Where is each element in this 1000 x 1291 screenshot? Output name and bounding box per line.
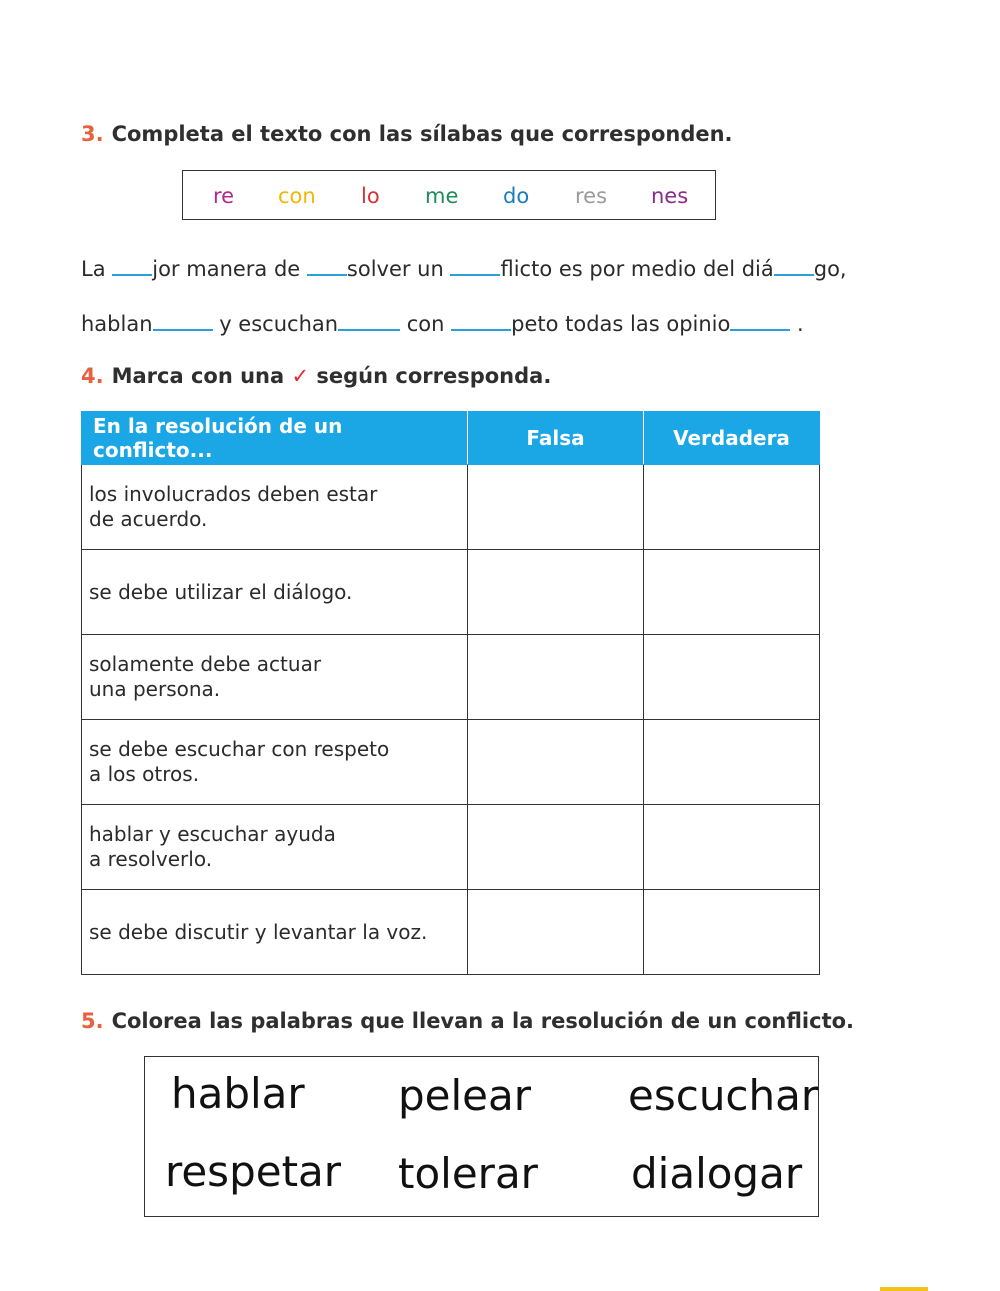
table-row: [82, 720, 820, 805]
header-falsa: Falsa: [468, 412, 644, 465]
verdadera-cell[interactable]: [644, 890, 820, 975]
blank-3[interactable]: [450, 256, 500, 276]
line2-text-5: .: [790, 312, 804, 336]
blank-8[interactable]: [730, 311, 790, 331]
header-statement: En la resolución de un conflicto...: [82, 412, 468, 465]
syllable-nes: nes: [651, 184, 689, 208]
statement-cell: [82, 550, 468, 635]
page-corner-mark: [880, 1287, 928, 1291]
table-row: [82, 635, 820, 720]
blank-2[interactable]: [307, 256, 347, 276]
statement-cell: [82, 720, 468, 805]
section-4-number: 4.: [81, 364, 104, 388]
syllable-res: res: [575, 184, 608, 208]
statement-cell: [82, 890, 468, 975]
falsa-cell[interactable]: [468, 805, 644, 890]
words-box: [144, 1056, 819, 1217]
table-row: [82, 805, 820, 890]
falsa-cell[interactable]: [468, 465, 644, 550]
blank-1[interactable]: [112, 256, 152, 276]
line2-text-3: con: [400, 312, 452, 336]
line1-text-2: jor manera de: [152, 257, 307, 281]
statement-text: se debe utilizar el diálogo.: [89, 579, 353, 604]
section-5-heading: [81, 1009, 854, 1033]
syllable-re: re: [213, 184, 235, 208]
section-4-heading: [81, 364, 551, 388]
statement-cell: [82, 805, 468, 890]
statement-text: hablar y escuchar ayuda a resolverlo.: [89, 822, 336, 871]
verdadera-cell[interactable]: [644, 465, 820, 550]
syllable-lo: lo: [361, 184, 380, 208]
statement-text: solamente debe actuar una persona.: [89, 652, 322, 701]
section-3-instruction: Completa el texto con las sílabas que corresponden.: [111, 122, 733, 146]
table-row: [82, 890, 820, 975]
line2-text-1: hablan: [81, 312, 153, 336]
syllable-me: me: [425, 184, 459, 208]
section-4-instruction-after: según corresponda.: [309, 364, 552, 388]
statement-cell: [82, 635, 468, 720]
verdadera-cell[interactable]: [644, 720, 820, 805]
true-false-table: [81, 411, 820, 975]
word-dialogar[interactable]: dialogar: [631, 1149, 803, 1198]
falsa-cell[interactable]: [468, 890, 644, 975]
blank-6[interactable]: [338, 311, 400, 331]
verdadera-cell[interactable]: [644, 550, 820, 635]
statement-text: los involucrados deben estar de acuerdo.: [89, 482, 378, 531]
falsa-cell[interactable]: [468, 635, 644, 720]
section-3-heading: [81, 122, 733, 146]
checkmark-icon: ✓: [291, 364, 310, 388]
statement-text: se debe discutir y levantar la voz.: [89, 919, 428, 944]
statement-cell: [82, 465, 468, 550]
section-5-instruction: Colorea las palabras que llevan a la resolución de un conflicto.: [111, 1009, 855, 1033]
word-hablar[interactable]: hablar: [171, 1069, 305, 1118]
table-row: [82, 550, 820, 635]
word-escuchar[interactable]: escuchar: [628, 1071, 819, 1120]
header-verdadera: Verdadera: [644, 412, 820, 465]
falsa-cell[interactable]: [468, 550, 644, 635]
table-header-row: [82, 412, 820, 465]
fill-in-line-2: [81, 311, 804, 336]
blank-4[interactable]: [774, 256, 814, 276]
word-respetar[interactable]: respetar: [165, 1147, 342, 1196]
syllable-bank: [182, 170, 716, 220]
section-3-number: 3.: [81, 122, 104, 146]
section-4-instruction-before: Marca con una: [111, 364, 292, 388]
verdadera-cell[interactable]: [644, 635, 820, 720]
word-pelear[interactable]: pelear: [398, 1071, 532, 1120]
syllable-do: do: [503, 184, 530, 208]
word-tolerar[interactable]: tolerar: [398, 1149, 538, 1198]
table-row: [82, 465, 820, 550]
syllable-con: con: [278, 184, 316, 208]
statement-text: se debe escuchar con respeto a los otros.: [89, 737, 390, 786]
line1-text-3: solver un: [346, 257, 451, 281]
falsa-cell[interactable]: [468, 720, 644, 805]
line1-text-5: go,: [813, 257, 847, 281]
line2-text-2: y escuchan: [212, 312, 339, 336]
line1-text-1: La: [81, 257, 113, 281]
blank-7[interactable]: [451, 311, 511, 331]
verdadera-cell[interactable]: [644, 805, 820, 890]
line1-text-4: flicto es por medio del diá: [500, 257, 774, 281]
section-5-number: 5.: [81, 1009, 104, 1033]
fill-in-line-1: [81, 256, 847, 281]
line2-text-4: peto todas las opinio: [511, 312, 731, 336]
blank-5[interactable]: [153, 311, 213, 331]
